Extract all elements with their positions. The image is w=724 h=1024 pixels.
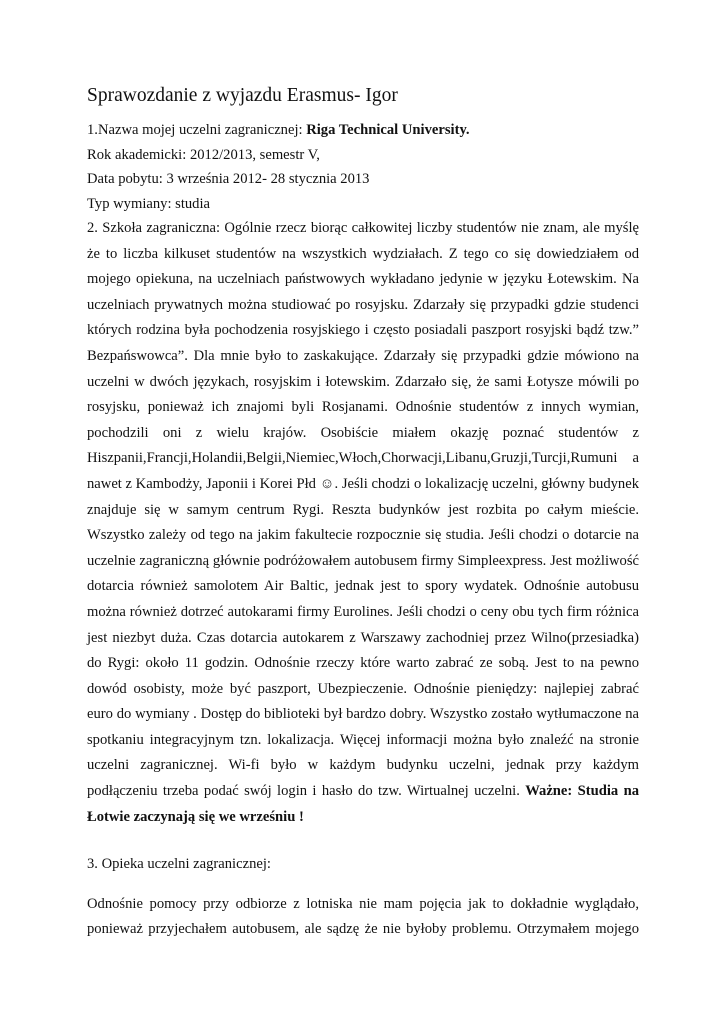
academic-year-line: Rok akademicki: 2012/2013, semestr V, xyxy=(87,146,320,163)
paragraph-line: ponieważ przyjechałem autobusem, ale sądzę że nie byłoby problemu. Otrzymałem mojego xyxy=(87,921,639,938)
section-2-paragraph xyxy=(87,216,639,830)
section-3-paragraph xyxy=(87,892,639,942)
login-note-text: podłączeniu trzeba podać swój login i hasło do tzw. Wirtualnej uczelni. xyxy=(87,783,526,800)
university-name: Riga Technical University. xyxy=(306,122,470,138)
paragraph-line: rosyjsku, ponieważ ich znajomi byli Rosjanami. Odnośnie studentów z innych wymian, xyxy=(87,399,639,416)
paragraph-line: Bezpańswowca”. Dla mnie było to zaskakujące. Zdarzały się przypadki gdzie mówiono na xyxy=(87,347,639,364)
paragraph-line: mojego opiekuna, na uczelniach państwowych wykładano jedynie w języku Łotewskim. Na xyxy=(87,271,639,288)
paragraph-line: można również dotrzeć autokarami firmy Eurolines. Jeśli chodzi o ceny obu tych firm różnica xyxy=(87,603,639,620)
university-label: 1.Nazwa mojej uczelni zagranicznej: xyxy=(87,122,307,138)
stay-dates-line: Data pobytu: 3 września 2012- 28 stycznia 2013 xyxy=(87,171,370,187)
paragraph-line: spotkaniu integracyjnym tzn. lokalizacja. Więcej informacji można było znaleźć na stronie xyxy=(87,731,639,748)
exchange-type-line: Typ wymiany: studia xyxy=(87,195,211,212)
paragraph-line: że to liczba kilkuset studentów na wszystkich wydziałach. Z tego co się dowiedziałem od xyxy=(87,245,639,262)
document-page xyxy=(87,82,639,942)
paragraph-line: Hiszpanii,Francji,Holandii,Belgii,Niemiec,Włoch,Chorwacji,Libanu,Gruzji,Turcji,Rumuni a xyxy=(87,450,639,467)
page-title: Sprawozdanie z wyjazdu Erasmus- Igor xyxy=(87,85,398,106)
paragraph-line: Wszystko zależy od tego na jakim fakultecie rozpocznie się studia. Jeśli chodzi o dotarcie na xyxy=(87,527,639,544)
important-note-start: Ważne: Studia na xyxy=(525,783,639,800)
paragraph-line-mixed xyxy=(87,779,639,805)
paragraph-line: dotarcia również samolotem Air Baltic, jednak jest to spory wydatek. Odnośnie autobusu xyxy=(87,578,639,595)
paragraph-line: do Rygi: około 11 godzin. Odnośnie rzeczy które warto zabrać ze sobą. Jest to na pewno xyxy=(87,655,639,672)
section-3-heading: 3. Opieka uczelni zagranicznej: xyxy=(87,856,271,873)
paragraph-line: uczelni zagranicznej. Wi-fi było w każdym budynku uczelni, jednak przy każdym xyxy=(87,757,639,774)
paragraph-line: pochodzili oni z wielu krajów. Osobiście miałem okazję poznać studentów z xyxy=(87,424,639,441)
paragraph-line: euro do wymiany . Dostęp do biblioteki był bardzo dobry. Wszystko zostało wytłumaczone na xyxy=(87,706,639,723)
university-line xyxy=(87,118,639,143)
paragraph-line: uczelnie zagraniczną głównie podróżowałem autobusem firmy Simpleexpress. Jest możliwość xyxy=(87,552,639,569)
important-note-end: Łotwie zaczynają się we wrześniu ! xyxy=(87,808,304,825)
paragraph-line: których rodzina była pochodzenia rosyjskiego i często posiadali paszport rosyjski bądź tzw.” xyxy=(87,322,639,339)
paragraph-line: jest niezbyt duża. Czas dotarcia autokarem z Warszawy zachodniej przez Wilno(przesiadka) xyxy=(87,629,639,646)
paragraph-line: uczelniach prywatnych można studiować po rosyjsku. Zdarzały się przypadki gdzie studenci xyxy=(87,296,639,313)
paragraph-line: dowód osobisty, może być paszport, Ubezpieczenie. Odnośnie pieniędzy: najlepiej zabrać xyxy=(87,680,639,697)
paragraph-line: Odnośnie pomocy przy odbiorze z lotniska nie mam pojęcia jak to dokładnie wyglądało, xyxy=(87,896,639,913)
paragraph-line-bold xyxy=(87,805,639,831)
paragraph-line: znajduje się w samym centrum Rygi. Reszta budynków jest rozbita po całym mieście. xyxy=(87,501,639,518)
paragraph-line: nawet z Kambodży, Japonii i Korei Płd ☺. Jeśli chodzi o lokalizację uczelni, główny budynek xyxy=(87,475,639,492)
paragraph-line: 2. Szkoła zagraniczna: Ogólnie rzecz biorąc całkowitej liczby studentów nie znam, ale myślę xyxy=(87,220,639,236)
paragraph-line: uczelni w dwóch językach, rosyjskim i łotewskim. Zdarzało się, że sami Łotysze mówili po xyxy=(87,373,639,390)
